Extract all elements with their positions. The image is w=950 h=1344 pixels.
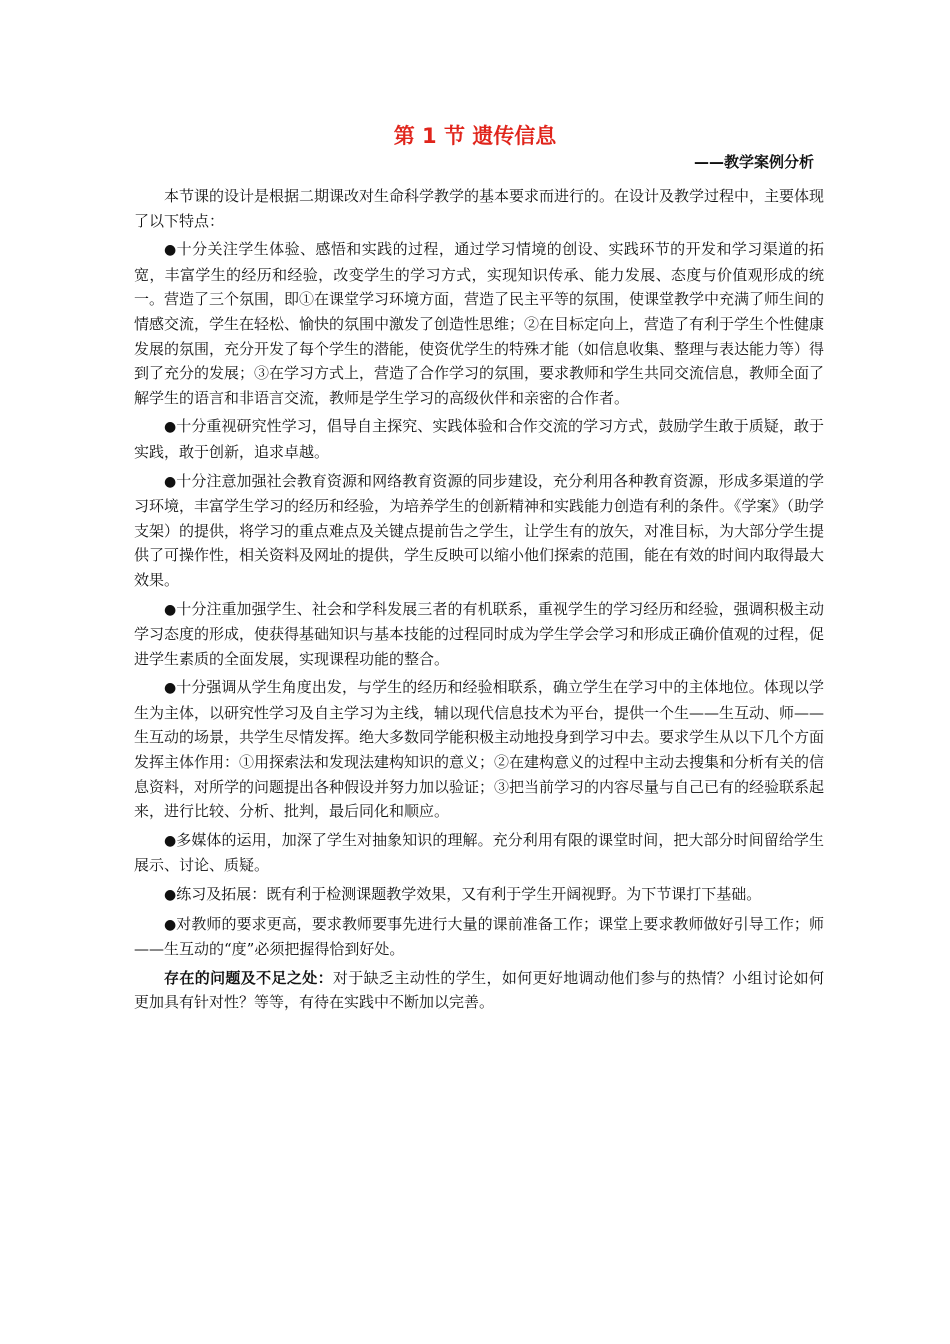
bullet-paragraph-7	[134, 882, 824, 908]
bullet-paragraph-4	[134, 597, 824, 672]
closing-paragraph	[134, 966, 824, 1015]
bullet-text: 多媒体的运用，加深了学生对抽象知识的理解。充分利用有限的课堂时间，把大部分时间留给学生展示、讨论、质疑。	[134, 830, 824, 875]
bullet-icon: ●	[164, 680, 177, 697]
bullet-paragraph-5	[134, 675, 824, 824]
bullet-text: 十分强调从学生角度出发，与学生的经历和经验相联系，确立学生在学习中的主体地位。体现以学生为主体，以研究性学习及自主学习为主线，辅以现代信息技术为平台，提供一个生——生互动、师——生互动的场景，共学生尽情发挥。绝大多数同学能积极主动地投身到学习中去。要求学生从以下几个方面发挥主体作用：①用探索法和发现法建构知识的意义；②在建构意义的过程中主动去搜集和分析有关的信息资料，对所学的问题提出各种假设并努力加以验证；③把当前学习的内容尽量与自己已有的经验联系起来，进行比较、分析、批判，最后同化和顺应。	[134, 678, 825, 821]
document-subtitle: ——教学案例分析	[693, 153, 814, 171]
bullet-paragraph-3	[134, 469, 824, 593]
bullet-text: 十分关注学生体验、感悟和实践的过程，通过学习情境的创设、实践环节的开发和学习渠道的拓宽，丰富学生的经历和经验，改变学生的学习方式，实现知识传承、能力发展、态度与价值观形成的统一。营造了三个氛围，即①在课堂学习环境方面，营造了民主平等的氛围，使课堂教学中充满了师生间的情感交流，学生在轻松、愉快的氛围中激发了创造性思维；②在目标定向上，营造了有利于学生个性健康发展的氛围，充分开发了每个学生的潜能，使资优学生的特殊才能（如信息收集、整理与表达能力等）得到了充分的发展；③在学习方式上，营造了合作学习的氛围，要求教师和学生共同交流信息，教师全面了解学生的语言和非语言交流，教师是学生学习的高级伙伴和亲密的合作者。	[134, 240, 825, 407]
bullet-icon: ●	[164, 419, 177, 436]
bullet-icon: ●	[164, 832, 177, 849]
closing-label: 存在的问题及不足之处：	[164, 968, 333, 987]
bullet-text: 对教师的要求更高，要求教师要事先进行大量的课前准备工作；课堂上要求教师做好引导工作；师——生互动的“度”必须把握得恰到好处。	[134, 914, 824, 959]
bullet-paragraph-8	[134, 912, 824, 962]
bullet-text: 十分重视研究性学习，倡导自主探究、实践体验和合作交流的学习方式，鼓励学生敢于质疑，敢于实践，敢于创新，追求卓越。	[134, 417, 824, 461]
bullet-paragraph-6	[134, 828, 824, 878]
bullet-icon: ●	[164, 887, 177, 904]
bullet-text: 十分注意加强社会教育资源和网络教育资源的同步建设，充分利用各种教育资源，形成多渠道的学习环境，丰富学生学习的经历和经验，为培养学生的创新精神和实践能力创造有利的条件。《学案》（助学支架）的提供，将学习的重点难点及关键点提前告之学生，让学生有的放矢，对准目标，为大部分学生提供了可操作性，相关资料及网址的提供，学生反映可以缩小他们探索的范围，能在有效的时间内取得最大效果。	[134, 471, 825, 589]
bullet-icon: ●	[164, 473, 177, 490]
bullet-paragraph-1	[134, 237, 824, 410]
closing-text: 对于缺乏主动性的学生，如何更好地调动他们参与的热情？小组讨论如何更加具有针对性？等等，有待在实践中不断加以完善。	[134, 968, 824, 1012]
document-body	[134, 184, 824, 1019]
document-title: 第 1 节 遗传信息	[393, 124, 557, 148]
bullet-text: 十分注重加强学生、社会和学科发展三者的有机联系，重视学生的学习经历和经验，强调积极主动学习态度的形成，使获得基础知识与基本技能的过程同时成为学生学会学习和形成正确价值观的过程，促进学生素质的全面发展，实现课程功能的整合。	[134, 599, 825, 668]
bullet-icon: ●	[164, 601, 177, 618]
bullet-text: 练习及拓展：既有利于检测课题教学效果，又有利于学生开阔视野。为下节课打下基础。	[176, 885, 762, 904]
intro-paragraph: 本节课的设计是根据二期课改对生命科学教学的基本要求而进行的。在设计及教学过程中，主要体现了以下特点：	[134, 187, 825, 230]
bullet-icon: ●	[164, 916, 177, 933]
bullet-icon: ●	[164, 242, 177, 259]
bullet-paragraph-2	[134, 414, 824, 464]
